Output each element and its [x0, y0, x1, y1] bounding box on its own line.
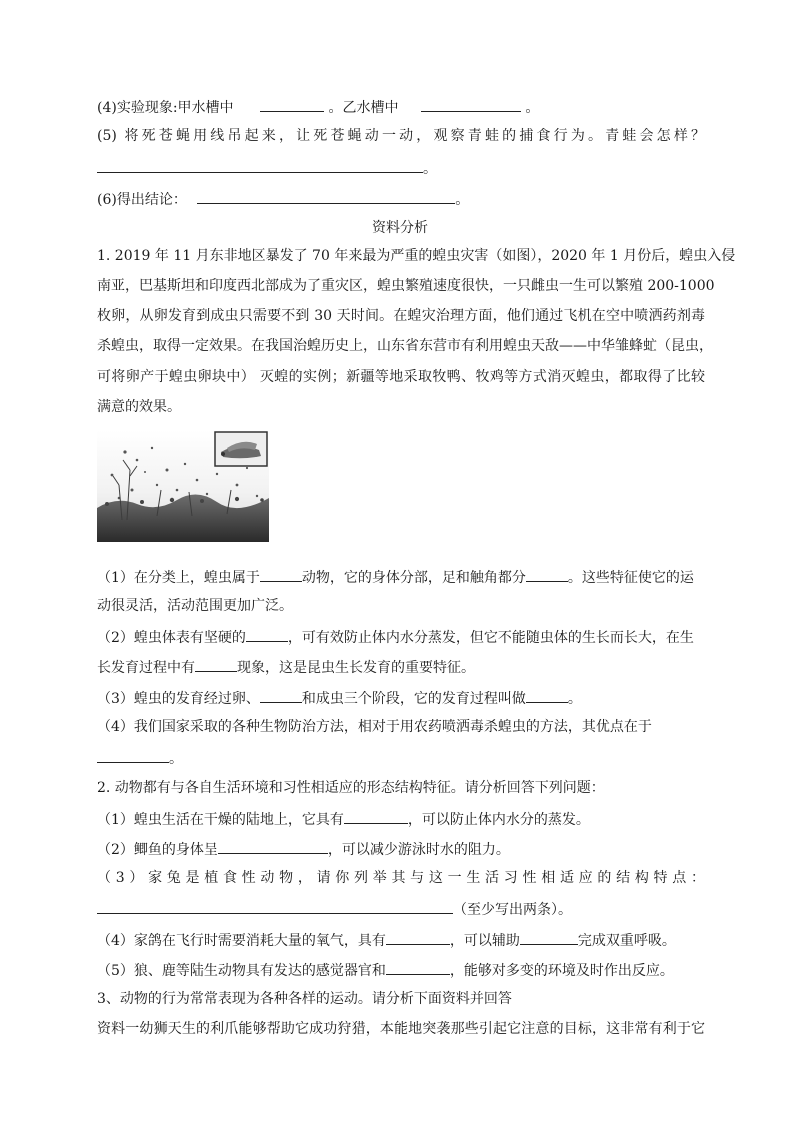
passage-3-line: 3、动物的行为常常表现为各种各样的运动。请分析下面资料并回答 [97, 991, 512, 1007]
q2-4-line [97, 929, 676, 951]
q2-5-text-a: （5）狼、鹿等陆生动物具有发达的感觉器官和 [97, 963, 386, 979]
answer-blank[interactable] [195, 656, 237, 672]
q2-3-line: （3）家兔是植食性动物，请你列举其与这一生活习性相适应的结构特点： [97, 870, 705, 886]
passage-1-line: 杀蝗虫，取得一定效果。在我国治蝗历史上，山东省东营市有利用蝗虫天敌——中华雏蜂虻（昆虫， [97, 338, 713, 354]
q1-3-text-c: 。 [567, 691, 582, 707]
item-6-text: (6)得出结论： [97, 192, 187, 208]
q1-2-text-c: 长发育过程中有 [97, 660, 195, 676]
passage-1-line: 1. 2019 年 11 月东非地区暴发了 70 年来最为严重的蝗虫灾害（如图），2020 年 1 月份后，蝗虫入侵 [97, 248, 736, 264]
answer-blank[interactable] [421, 96, 521, 112]
q2-4-text-b: ，可以辅助 [449, 933, 520, 949]
q1-3-text-b: 和成虫三个阶段，它的发育过程叫做 [301, 691, 526, 707]
q1-1-text-b: 动物，它的身体分部，足和触角都分 [301, 570, 526, 586]
q2-1-text-b: ，可以防止体内水分的蒸发。 [407, 812, 590, 828]
q1-4-end: 。 [169, 751, 183, 767]
item-5-answer-line [97, 157, 437, 179]
answer-blank[interactable] [344, 808, 408, 824]
q1-2-text-b: ，可有效防止体内水分蒸发，但它不能随虫体的生长而长大，在生 [287, 630, 694, 646]
item-4-text-a: (4)实验现象:甲水槽中 [97, 100, 234, 116]
section-heading: 资料分析 [372, 220, 428, 236]
answer-blank[interactable] [520, 929, 578, 945]
q1-2-text-a: （2）蝗虫体表有坚硬的 [97, 630, 246, 646]
q1-1-line [97, 566, 694, 588]
q1-1-text-c: 。这些特征使它的运 [567, 570, 694, 586]
q2-3-answer-line [97, 898, 572, 920]
item-6-end: 。 [455, 192, 470, 208]
answer-blank[interactable] [197, 188, 455, 204]
q1-4-line: （4）我们国家采取的各种生物防治方法，相对于用农药喷洒毒杀蝗虫的方法，其优点在于 [97, 719, 652, 735]
item-4-line [97, 96, 539, 118]
passage-1-line: 南亚，巴基斯坦和印度西北部成为了重灾区，蝗虫繁殖速度很快，一只雌虫一生可以繁殖 200-1000 [97, 278, 715, 294]
q2-3-end: （至少写出两条）。 [453, 902, 572, 918]
q2-1-line [97, 808, 590, 830]
answer-blank[interactable] [246, 626, 288, 642]
answer-blank[interactable] [260, 687, 302, 703]
q2-4-text-a: （4）家鸽在飞行时需要消耗大量的氧气，具有 [97, 933, 386, 949]
q2-5-text-b: ，能够对多变的环境及时作出反应。 [449, 963, 674, 979]
answer-blank[interactable] [526, 566, 568, 582]
passage-2-line: 2. 动物都有与各自生活环境和习性相适应的形态结构特征。请分析回答下列问题： [97, 780, 605, 796]
passage-1-line: 枚卵，从卵发育到成虫只需要不到 30 天时间。在蝗灾治理方面，他们通过飞机在空中喷洒药剂毒 [97, 308, 705, 324]
answer-blank[interactable] [218, 838, 328, 854]
q1-1-text-a: （1）在分类上，蝗虫属于 [97, 570, 260, 586]
answer-blank[interactable] [526, 687, 568, 703]
answer-blank[interactable] [386, 959, 450, 975]
q1-2-line [97, 626, 694, 648]
q1-2-continuation [97, 656, 475, 678]
q2-2-text-a: （2）鲫鱼的身体呈 [97, 842, 218, 858]
answer-blank[interactable] [97, 157, 423, 173]
item-6-line [97, 188, 469, 210]
answer-blank[interactable] [97, 898, 453, 914]
passage-3-material-1: 资料一幼狮天生的利爪能够帮助它成功狩猎，本能地突袭那些引起它注意的目标，这非常有利于它 [97, 1021, 705, 1037]
q1-4-answer-line [97, 747, 183, 769]
q1-2-text-d: 现象，这是昆虫生长发育的重要特征。 [237, 660, 475, 676]
passage-1-line: 可将卵产于蝗虫卵块中） 灭蝗的实例；新疆等地采取牧鸭、牧鸡等方式消灭蝗虫，都取得了比较 [97, 369, 705, 385]
q2-5-line [97, 959, 674, 981]
locust-swarm-image [97, 430, 269, 542]
q1-3-line [97, 687, 582, 709]
q2-1-text-a: （1）蝗虫生活在干燥的陆地上，它具有 [97, 812, 344, 828]
q2-4-text-c: 完成双重呼吸。 [577, 933, 676, 949]
q1-3-text-a: （3）蝗虫的发育经过卵、 [97, 691, 260, 707]
q2-2-text-b: ，可以减少游泳时水的阻力。 [327, 842, 510, 858]
answer-blank[interactable] [386, 929, 450, 945]
q1-1-continuation: 动很灵活，活动范围更加广泛。 [97, 598, 293, 614]
answer-blank[interactable] [97, 747, 169, 763]
item-5-line: (5) 将死苍蝇用线吊起来，让死苍蝇动一动，观察青蛙的捕食行为。青蛙会怎样？ [97, 128, 705, 144]
item-5-end: 。 [423, 161, 437, 177]
q2-2-line [97, 838, 510, 860]
item-4-text-c: 。 [525, 100, 540, 116]
item-4-text-b: 。乙水槽中 [328, 100, 399, 116]
answer-blank[interactable] [260, 96, 324, 112]
answer-blank[interactable] [260, 566, 302, 582]
passage-1-line: 满意的效果。 [97, 399, 181, 415]
